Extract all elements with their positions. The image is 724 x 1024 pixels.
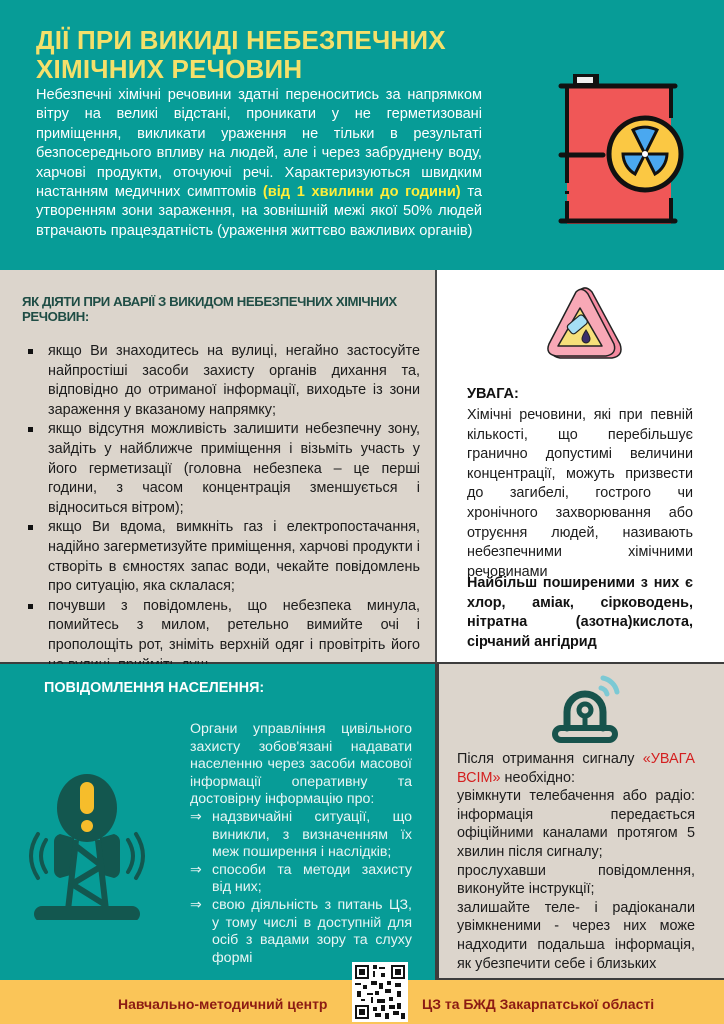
list-item (22, 342, 420, 420)
arrow-right-icon: ⇒ (190, 861, 202, 878)
list-item (190, 897, 412, 967)
intro-text (36, 86, 482, 241)
list-item-text: якщо відсутня можливість залишити небезпечну зону, зайдіть у найближче приміщення і візьміть участь у його герметизації (головна небезпека – це перші години, з часом концентрація зменшується і відноситься вітром); (48, 421, 420, 516)
chemical-warning-triangle-icon (542, 286, 624, 362)
intro-part-1: Небезпечні хімічні речовини здатні переноситись за напрямком вітру на великі відстані, проникати у не герметизовані приміщення, викликати ураження не тільки в результаті безпосереднього впливу на людей, але і через забруднену воду, харчові продукти, оточуючі речі. Характеризуються швидким настанням медичних симптомів (36, 87, 482, 201)
square-bullet-icon (28, 349, 33, 354)
actions-section (0, 270, 437, 664)
signal-step: увімкнути телебачення або радіо: інформація передається офіційними каналами протягом 5 хвилин після сигналу; (457, 788, 695, 860)
list-item-text: почувши з повідомлень, що небезпека минула, помийтесь з милом, ретельно вимийте очі і прополощіть рот, зніміть верхній одяг і провітріть його (48, 597, 420, 653)
list-item-text: якщо Ви вдома, вимкніть газ і електропостачання, надійно загерметизуйте приміщення, харчові продукти і створіть в ємностях запас води, чекайте повідомлень про ситуацію, яка склалася; (48, 519, 420, 595)
siren-icon (545, 668, 627, 750)
chemical-barrel-radiation-icon (555, 68, 691, 228)
list-item (22, 420, 420, 518)
warning-text: Хімічні речовини, які при певній кількості, що перебільшує гранично допустимі величини концентрації, можуть призвести до загибелі, гострого чи хронічного захворювання або отруєння людей, називають небезпечними хімічними речовинами (467, 407, 693, 580)
signal-name-highlight: «УВАГА ВСІМ» (457, 751, 695, 786)
title-line-2: ХІМІЧНИХ РЕЧОВИН (36, 54, 303, 84)
notification-section (0, 664, 437, 980)
title-line-1: ДІЇ ПРИ ВИКИДІ НЕБЕЗПЕЧНИХ (36, 25, 446, 55)
common-chemicals-text: Найбільш поширеними з них є хлор, аміак, сірководень, нітратна (азотна)кислота, сірчаний ангідрид (467, 575, 693, 650)
warning-section (437, 270, 724, 664)
notification-list (190, 809, 412, 967)
warning-title: УВАГА: (467, 386, 519, 402)
notification-title: ПОВІДОМЛЕННЯ НАСЕЛЕННЯ: (44, 680, 265, 696)
signal-step: залишайте теле- і радіоканали увімкненими - через них може надходити подальша інформація, як убезпечити себе і близьких (457, 899, 695, 972)
signal-intro (457, 750, 695, 787)
actions-list (22, 342, 420, 675)
signal-step: прослухавши повідомлення, виконуйте інструкції; (457, 862, 695, 898)
qr-code[interactable] (352, 962, 408, 1022)
page-title (36, 26, 496, 84)
actions-title: ЯК ДІЯТИ ПРИ АВАРІЇ З ВИКИДОМ НЕБЕЗПЕЧНИХ ХІМІЧНИХ РЕЧОВИН: (22, 294, 397, 324)
alert-tower-icon (16, 770, 158, 920)
header-section (0, 0, 724, 270)
square-bullet-icon (28, 427, 33, 432)
square-bullet-icon (28, 604, 33, 609)
signal-section (437, 664, 724, 980)
list-item-text: способи та методи захисту від них; (212, 861, 412, 896)
signal-text (457, 750, 695, 973)
intro-highlight: (від 1 хвилини до години) (262, 184, 461, 201)
arrow-right-icon: ⇒ (190, 808, 202, 825)
arrow-right-icon: ⇒ (190, 896, 202, 913)
list-item-text: якщо Ви знаходитесь на вулиці, негайно застосуйте найпростіші засоби захисту органів дихання та, відповідно до отриманої інформації, виходьте із зони зараження у вказаному напрямку; (48, 343, 420, 418)
notification-text (190, 721, 412, 967)
list-item-text: надзвичайні ситуації, що виникли, з визначенням їх меж поширення і наслідків; (212, 808, 412, 861)
footer-organization-left: Навчально-методичний центр (118, 996, 328, 1012)
list-item (190, 809, 412, 862)
intro-part-2: та утворенням зони зараження, на зовнішній межі якої 50% людей втрачають працездатність (ураження життєво важливих органів) (36, 184, 482, 239)
signal-intro-part-2: необхідно: (500, 769, 575, 786)
list-item-text: свою діяльність з питань ЦЗ, у тому числі в доступній для осіб з вадами зору та слуху формі (212, 896, 412, 966)
footer-organization-right: ЦЗ та БЖД Закарпатської області (422, 996, 655, 1012)
signal-intro-part-1: Після отримання сигналу (457, 751, 643, 767)
list-item (22, 518, 420, 596)
square-bullet-icon (28, 525, 33, 530)
notification-intro: Органи управління цивільного захисту зобов'язані надавати населенню через засоби масової інформації оперативну та достовірну інформацію про: (190, 721, 412, 808)
qr-code-icon (355, 965, 405, 1019)
list-item (190, 862, 412, 897)
